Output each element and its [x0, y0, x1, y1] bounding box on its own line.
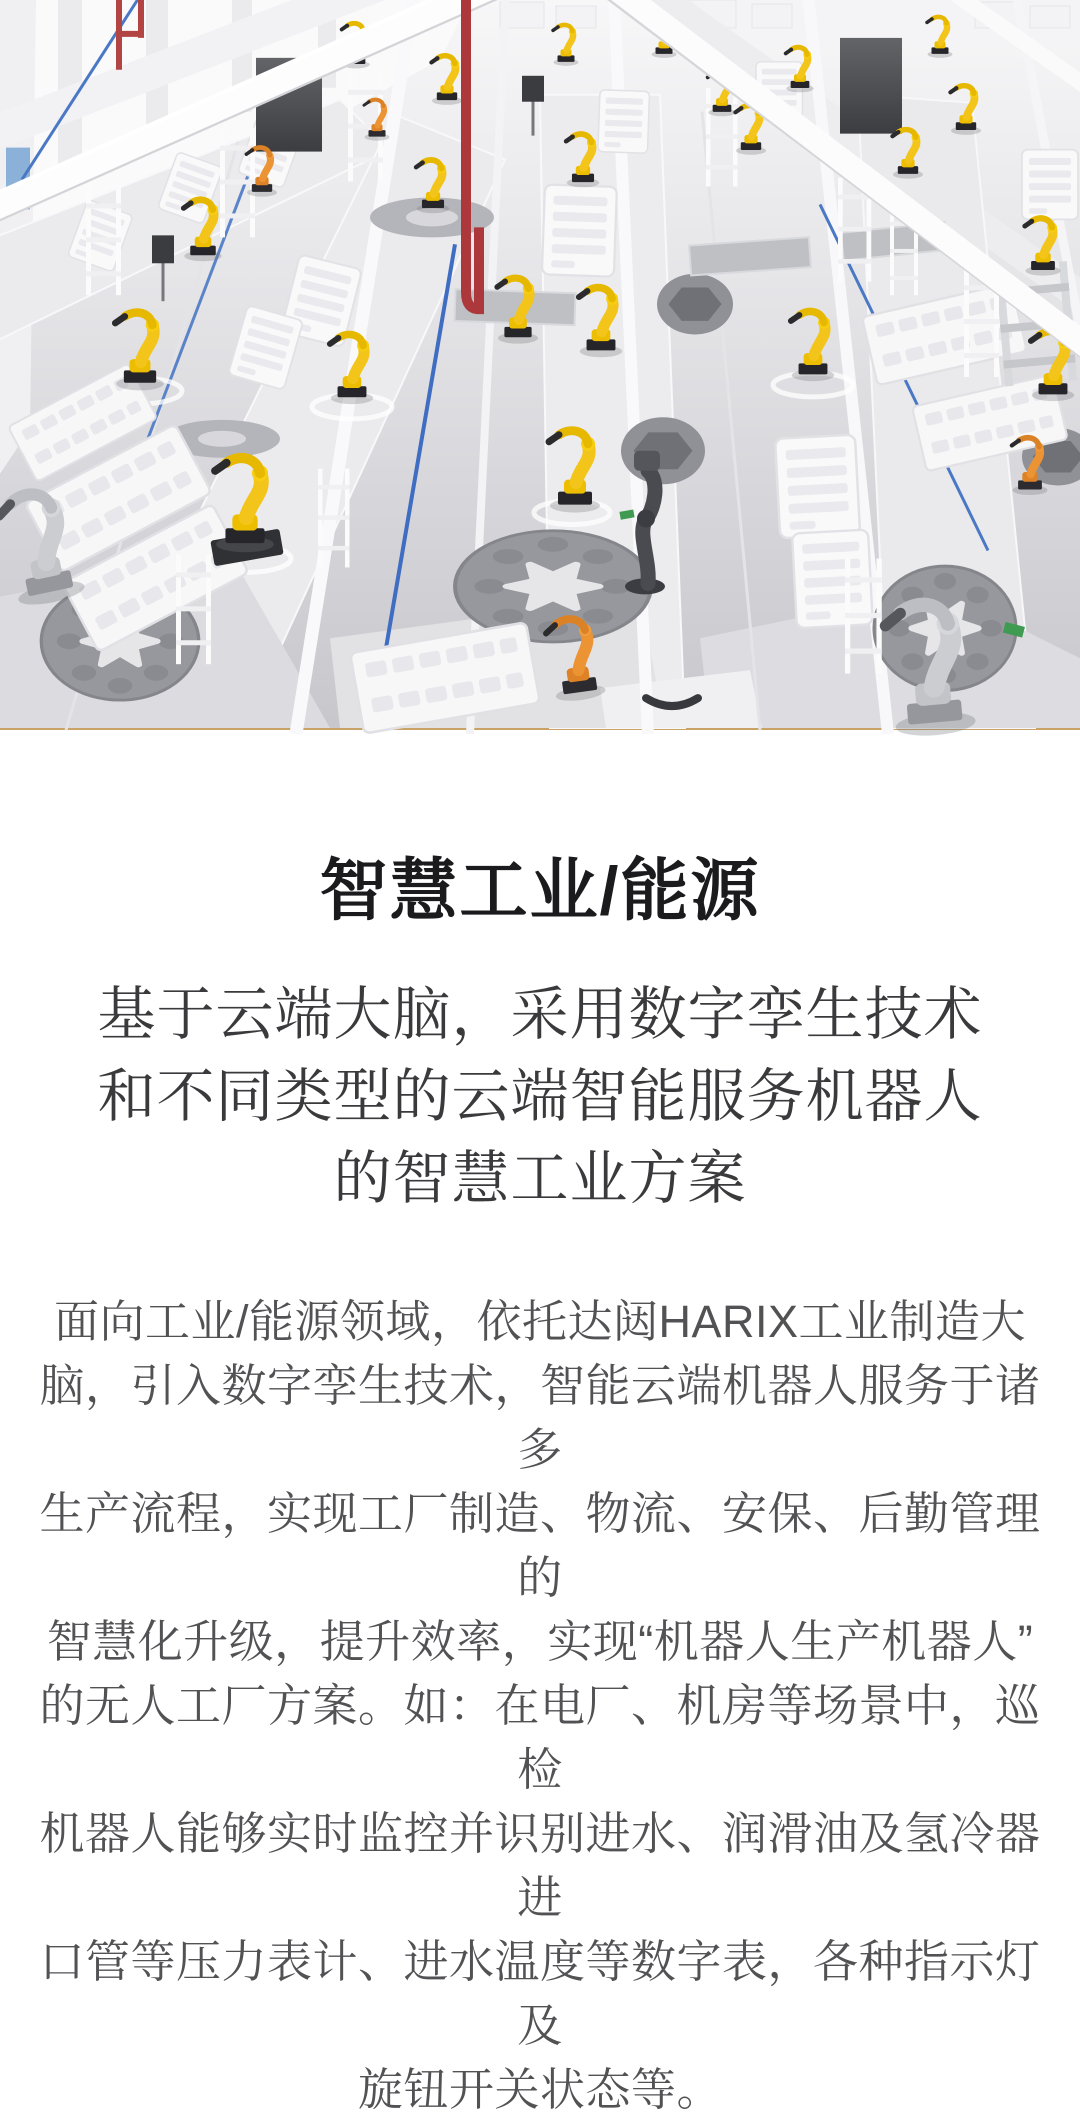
- subtitle-line: 基于云端大脑，采用数字孪生技术: [97, 982, 983, 1047]
- description-line: 脑，引入数字孪生技术，智能云端机器人服务于诸多: [39, 1360, 1041, 1475]
- description-line: 生产流程，实现工厂制造、物流、安保、后勤管理的: [39, 1488, 1041, 1603]
- subtitle-line: 的智慧工业方案: [333, 1146, 747, 1211]
- description-line: 面向工业/能源领域，依托达闼HARIX工业制造大: [53, 1296, 1027, 1347]
- factory-scene-image: [0, 0, 1080, 730]
- subtitle-line: 和不同类型的云端智能服务机器人: [97, 1064, 983, 1129]
- factory-scene-svg: [0, 0, 1080, 728]
- description-line: 旋钮开关状态等。: [357, 2064, 722, 2115]
- description-line: 机器人能够实时监控并识别进水、润滑油及氢冷器进: [39, 1808, 1041, 1923]
- description: [34, 1290, 1046, 2122]
- page-title: 智慧工业/能源: [319, 853, 761, 929]
- description-line: 的无人工厂方案。如：在电厂、机房等场景中，巡检: [39, 1680, 1041, 1795]
- subtitle: [0, 974, 1080, 1220]
- description-line: 智慧化升级，提升效率，实现“机器人生产机器人”: [46, 1616, 1034, 1667]
- description-line: 口管等压力表计、进水温度等数字表，各种指示灯及: [39, 1936, 1041, 2051]
